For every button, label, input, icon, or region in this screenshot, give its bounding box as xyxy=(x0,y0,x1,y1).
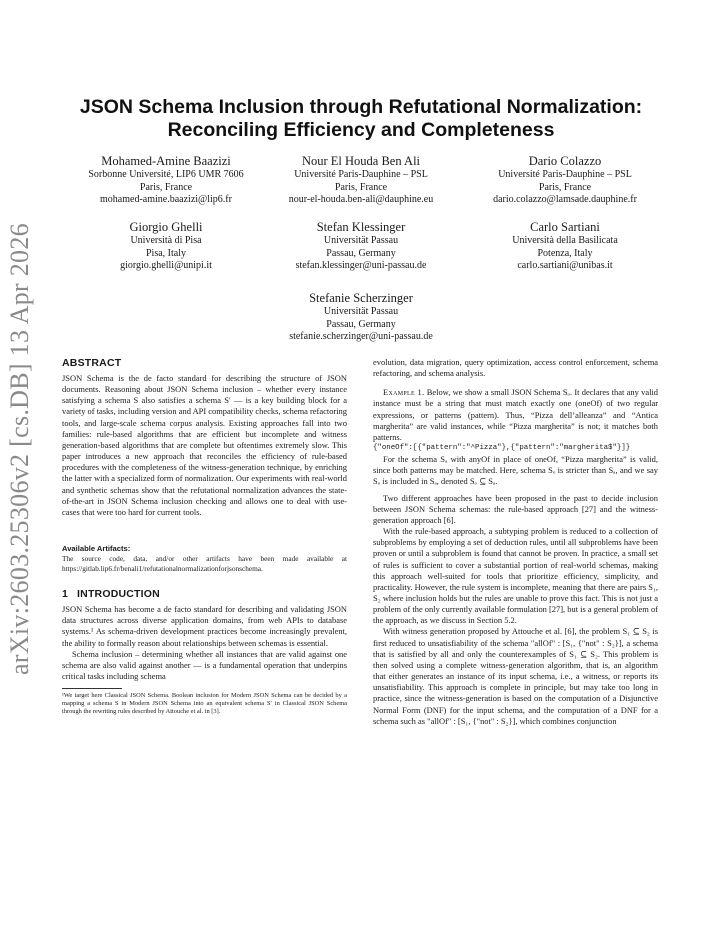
author-email: giorgio.ghelli@unipi.it xyxy=(120,260,212,272)
arxiv-stamp xyxy=(2,223,38,675)
abstract-text: JSON Schema is the de facto standard for describing the structure of JSON documents. Reasoning about JSON Schema inclusion – whether every instance satisfying a schema S also satisfies a schema S′ — is a key building block for a variety of tasks, including version and API compatibility checks, schema refactoring tools, and large-scale schema corpus analysis. Existing approaches fall into two families: rule-based algorithms that are efficient but incomplete and witness generation-based algorithms that are complete but oftentimes extremely slow. This paper introduces a new approach that reconciles the efficiency of rule-based procedures with the completeness of the witness-generation technique, by enriching the latter with a specialized form of normalization. Our experiments with real-world and synthetic schemas show that the refutational normalization advances the state-of-the-art in JSON Schema inclusion checking and allows one to deal with use-cases that were too hard for current tools. xyxy=(62,373,347,517)
arxiv-stamp-text: arXiv:2603.25306v2 [cs.DB] 13 Apr 2026 xyxy=(5,223,34,675)
intro-paragraph-2: Schema inclusion – determining whether all instances that are valid against one schema are also valid against another — is a fundamental operation that underpins critical tasks including schema xyxy=(62,648,347,681)
intro-heading xyxy=(62,588,347,601)
author-block xyxy=(66,219,266,273)
example-paragraph xyxy=(373,387,658,443)
author-email: stefanie.scherzinger@uni-passau.de xyxy=(289,331,433,343)
author-email: dario.colazzo@lamsade.dauphine.fr xyxy=(493,194,637,206)
author-email: nour-el-houda.ben-ali@dauphine.eu xyxy=(288,194,434,206)
footnote-rule xyxy=(62,688,122,689)
right-paragraph: Two different approaches have been proposed in the past to decide inclusion between JSON Schema schemas: the rule-based approach [27] and the witness-generation approach [6]. xyxy=(373,492,658,525)
code-snippet: {"oneOf":[{"pattern":"^Pizza"},{"pattern":"margherita$"}]} xyxy=(373,444,631,453)
author-affiliation: Universität Passau xyxy=(323,235,399,246)
author-block xyxy=(66,153,266,207)
abstract-heading: ABSTRACT xyxy=(62,357,122,369)
author-location: Passau, Germany xyxy=(326,318,396,330)
author-affiliation: Université Paris-Dauphine – PSL xyxy=(294,169,428,180)
author-name: Stefan Klessinger xyxy=(316,220,406,234)
author-block xyxy=(465,219,665,273)
author-affiliation: Università di Pisa xyxy=(130,235,202,246)
author-name: Stefanie Scherzinger xyxy=(309,291,413,305)
right-paragraph: evolution, data migration, query optimization, access control enforcement, schema refactoring, and schema analysis. xyxy=(373,357,658,379)
author-location: Paris, France xyxy=(538,181,592,193)
author-block xyxy=(261,153,461,207)
author-affiliation: Università della Basilicata xyxy=(512,235,618,246)
right-column xyxy=(373,357,658,727)
footnote: ¹We target here Classical JSON Schema. Boolean inclusion for Modern JSON Schema can be decided by a mapping a schema S in Modern JSON Schema into an equivalent schema S′ in Classical JSON Schema through the rewriting rules described by Attouche et al. in [3]. xyxy=(62,692,347,716)
author-block xyxy=(261,290,461,344)
author-name: Carlo Sartiani xyxy=(530,220,600,234)
example-text: Below, we show a small JSON Schema Sₒ. It declares that any valid instance must be a string that must match exactly one (oneOf) of two regular expressions, or patterns (pattern). Thus, “Pizza dell’alleanza” and “Antica margherita” are valid instances, while “Pizza margherita” is not; it matches both patterns. xyxy=(373,387,658,442)
author-email: carlo.sartiani@unibas.it xyxy=(517,260,613,272)
author-block xyxy=(261,219,461,273)
left-column xyxy=(62,357,347,716)
author-name: Giorgio Ghelli xyxy=(129,220,203,234)
intro-paragraph-1: JSON Schema has become a de facto standard for describing and validating JSON data structures across diverse application domains, from web APIs to database systems.¹ As schema-driven development practices become increasingly prevalent, the ability to formally reason about relationships between schemas is essential. xyxy=(62,604,347,648)
author-name: Mohamed-Amine Baazizi xyxy=(101,154,231,168)
author-affiliation: Sorbonne Université, LIP6 UMR 7606 xyxy=(88,169,244,180)
artifacts-heading: Available Artifacts: xyxy=(62,544,131,554)
artifacts-text: The source code, data, and/or other artifacts have been made available at https://gitlab.lip6.fr/benali1/refutationalnormalizationforjsonschema. xyxy=(62,554,347,574)
intro-number: 1 xyxy=(62,588,69,601)
right-paragraph: With the rule-based approach, a subtyping problem is reduced to a collection of subproblems by employing a set of deduction rules, until all subproblems have been proven or until a subproblem is found that cannot be proven. In practice, a small set of rules is sufficient to cover a substantial portion of real-world schemas, making this approach well-suited for tools that prioritize efficiency, simplicity, and practicality. However, the rule system is incomplete, meaning that there are pairs S₁, S₂ where inclusion holds but the rules are unable to prove this fact. This is not just a problem of the only currently available formulation [27], but is a general problem of the approach, as we discuss in Section 5.2. xyxy=(373,526,658,626)
author-name: Nour El Houda Ben Ali xyxy=(301,154,421,168)
title-line-2: Reconciling Efficiency and Completeness xyxy=(167,119,555,141)
paper-title xyxy=(62,96,660,142)
title-line-1: JSON Schema Inclusion through Refutational Normalization: xyxy=(79,96,643,118)
author-block xyxy=(465,153,665,207)
author-location: Passau, Germany xyxy=(326,247,396,259)
author-name: Dario Colazzo xyxy=(528,154,602,168)
right-paragraph: With witness generation proposed by Attouche et al. [6], the problem S₁ ⊆ S₂ is first reduced to unsatisfiability of the schema "allOf" : [S₁, {"not" : S₂}], a schema that is satisfied by all and only the counterexamples of S₁ ⊆ S₂. This problem is then solved using a complete witness-generation algorithm, that is, an algorithm that either generates an instance of its input schema, i.e., a witness, or reports its unsatisfiability. This approach is complete in principle, but may take too long in practice, since the witness-generation is based on the computation of a Disjunctive Normal Form (DNF) for the input schema, and the computation of a DNF for a schema such as "allOf" : [S₁, {"not" : S₂}], which combines conjunction xyxy=(373,626,658,726)
author-email: stefan.klessinger@uni-passau.de xyxy=(295,260,427,272)
author-location: Potenza, Italy xyxy=(537,247,593,259)
author-location: Paris, France xyxy=(334,181,388,193)
right-paragraph: For the schema Sₐ with anyOf in place of oneOf, “Pizza margherita” is valid, since both patterns may be matched. Here, schema Sₒ is stricter than Sₐ, and we say Sₒ is included in Sₐ, denoted Sₒ ⊆ Sₐ. xyxy=(373,454,658,487)
author-email: mohamed-amine.baazizi@lip6.fr xyxy=(100,194,232,206)
intro-heading-text: INTRODUCTION xyxy=(77,588,160,601)
author-location: Paris, France xyxy=(139,181,193,193)
author-location: Pisa, Italy xyxy=(146,247,186,259)
example-label: Example 1. xyxy=(383,387,425,398)
author-affiliation: Universität Passau xyxy=(323,306,399,317)
author-affiliation: Université Paris-Dauphine – PSL xyxy=(498,169,632,180)
